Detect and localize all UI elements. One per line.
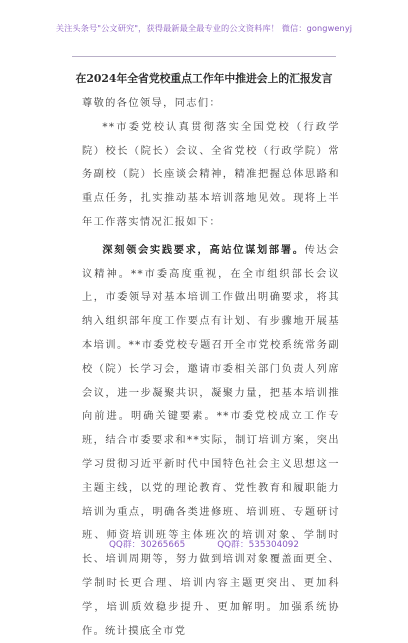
paragraph-section-1	[82, 239, 340, 643]
qq-group-1: QQ群：30265665	[108, 540, 186, 550]
header-divider	[72, 56, 336, 57]
section-heading: 深刻领会实践要求，高站位谋划部署。	[102, 243, 305, 256]
document-footer	[0, 537, 408, 550]
salutation: 尊敬的各位领导，同志们：	[82, 98, 222, 109]
qq-group-2: QQ群：535304092	[217, 540, 300, 550]
document-header	[0, 0, 408, 58]
document-title: 在2024年全省党校重点工作年中推进会上的汇报发言	[75, 72, 333, 85]
header-promo-note: 关注头条号"公文研究"，获得最新最全最专业的公文资料库！ 微信：gongwenyj	[55, 23, 353, 33]
document-body	[82, 92, 340, 643]
section-body: 传达会议精神。**市委高度重视，在全市组织部长会议上，市委领导对基本培训工作做出明确要求，将其纳入组织部年度工作要点有计划、有步骤地开展基本培训。**市委党校专题召开全市党校系统常务副校（院）长学习会，邀请市委相关部门负责人列席会议，进一步凝聚共识，凝聚力量，把基本培训推向前进。明确关键要素。**市委党校成立工作专班，结合市委要求和**实际，制订培训方案，突出学习贯彻习近平新时代中国特色社会主义思想这一主题主线，以党的理论教育、党性教育和履职能力培训为重点，明确各类进修班、培训班、专题研讨班、师资培训班等主体班次的培训对象、学制时长、培训周期等，努力做到培训对象覆盖面更全、学制时长更合理、培训内容主题更突出、更加科学，培训质效稳步提升、更加解明。加强系统协作。统计摸底全市党	[82, 244, 340, 637]
paragraph-intro: **市委党校认真贯彻落实全国党校（行政学院）校长（院长）会议、全省党校（行政学院）常务副校（院）长座谈会精神，精准把握总体思路和重点任务，扎实推动基本培训落地见效。现将上半年工作落实情况汇报如下：	[82, 121, 340, 228]
